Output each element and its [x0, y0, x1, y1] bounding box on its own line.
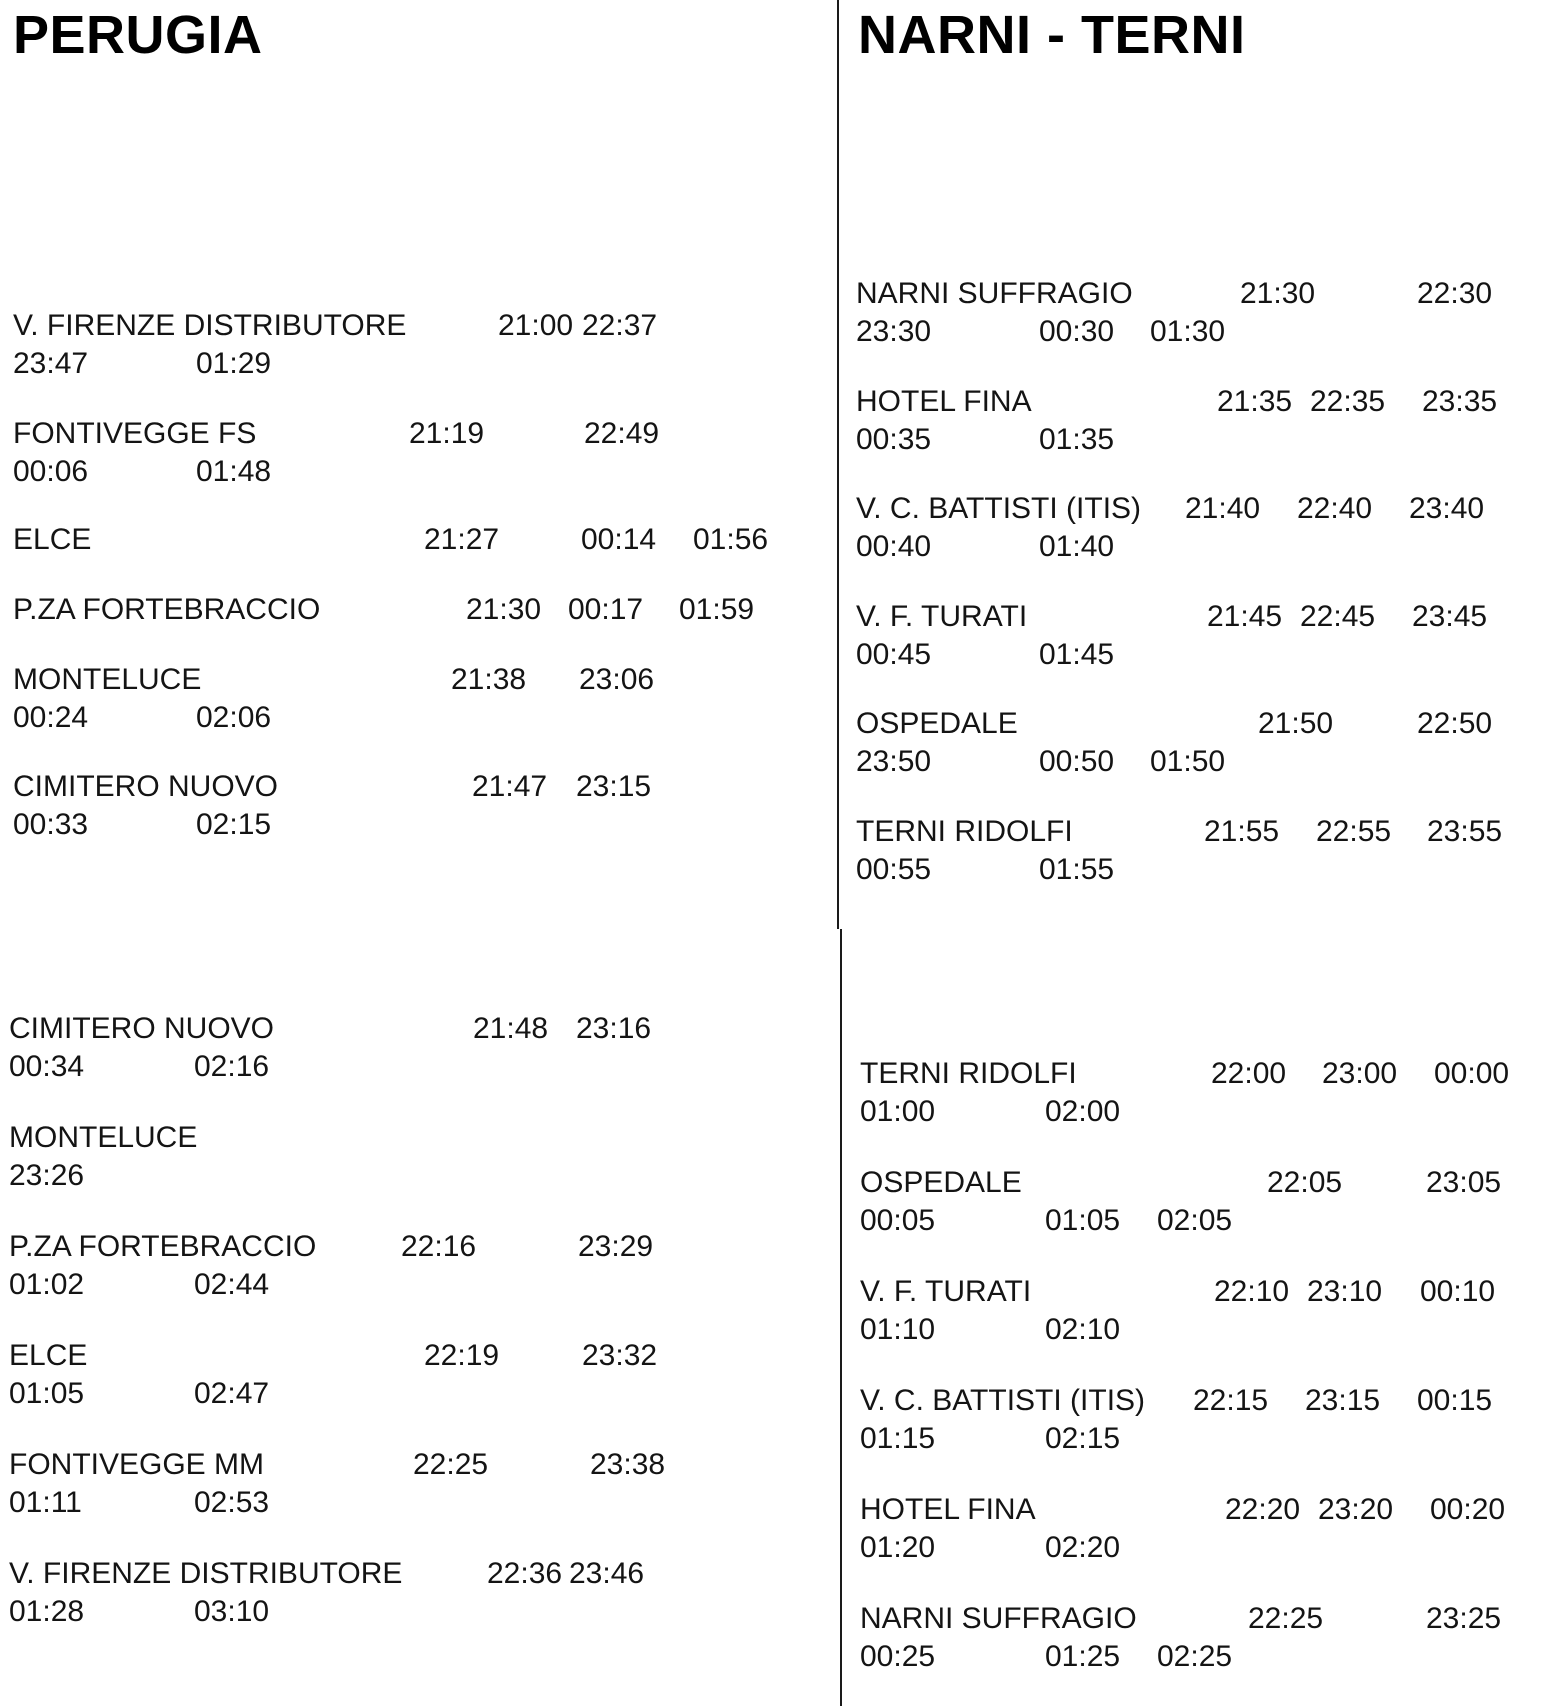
departure-time: 23:30 — [856, 315, 932, 348]
departure-time: 02:44 — [194, 1268, 270, 1301]
stop-left-outbound — [13, 415, 813, 491]
departure-time: 00:40 — [856, 530, 932, 563]
departure-time: 01:10 — [860, 1313, 936, 1346]
departure-time: 01:00 — [860, 1095, 936, 1128]
departure-time: 00:34 — [9, 1050, 85, 1083]
stop-name: MONTELUCE — [13, 663, 202, 696]
stop-name: NARNI SUFFRAGIO — [860, 1602, 1137, 1635]
departure-time: 23:46 — [569, 1557, 645, 1590]
departure-time: 00:10 — [1420, 1275, 1496, 1308]
departure-time: 00:35 — [856, 423, 932, 456]
departure-time: 21:27 — [424, 523, 500, 556]
departure-time: 21:30 — [466, 593, 542, 626]
departure-time: 23:35 — [1422, 385, 1498, 418]
stop-left-outbound — [13, 591, 813, 667]
departure-time: 02:53 — [194, 1486, 270, 1519]
departure-time: 21:47 — [472, 770, 548, 803]
departure-time: 23:26 — [9, 1159, 85, 1192]
stop-name: P.ZA FORTEBRACCIO — [9, 1230, 317, 1263]
departure-time: 22:40 — [1297, 492, 1373, 525]
departure-time: 00:17 — [568, 593, 644, 626]
stop-left-return — [9, 1337, 809, 1413]
departure-time: 23:38 — [590, 1448, 666, 1481]
departure-time: 21:40 — [1185, 492, 1261, 525]
stop-left-outbound — [13, 521, 813, 597]
departure-time: 01:48 — [196, 455, 272, 488]
departure-time: 22:05 — [1267, 1166, 1343, 1199]
stop-name: FONTIVEGGE MM — [9, 1448, 264, 1481]
departure-time: 21:48 — [473, 1012, 549, 1045]
stop-right-return — [860, 1491, 1530, 1567]
departure-time: 02:25 — [1157, 1640, 1233, 1673]
departure-time: 22:25 — [1248, 1602, 1324, 1635]
stop-name: V. F. TURATI — [860, 1275, 1032, 1308]
departure-time: 00:15 — [1417, 1384, 1493, 1417]
stop-right-outbound — [856, 813, 1526, 889]
departure-time: 01:25 — [1045, 1640, 1121, 1673]
stop-name: FONTIVEGGE FS — [13, 417, 257, 450]
stop-name: HOTEL FINA — [856, 385, 1032, 418]
stop-left-return — [9, 1446, 809, 1522]
stop-name: V. C. BATTISTI (ITIS) — [860, 1384, 1146, 1417]
departure-time: 02:15 — [196, 808, 272, 841]
stop-name: OSPEDALE — [856, 707, 1018, 740]
departure-time: 23:15 — [576, 770, 652, 803]
departure-time: 22:16 — [401, 1230, 477, 1263]
departure-time: 00:55 — [856, 853, 932, 886]
departure-time: 00:20 — [1430, 1493, 1506, 1526]
stop-right-outbound — [856, 490, 1526, 566]
departure-time: 01:56 — [693, 523, 769, 556]
stop-name: P.ZA FORTEBRACCIO — [13, 593, 321, 626]
departure-time: 00:50 — [1039, 745, 1115, 778]
stop-left-return — [9, 1010, 809, 1086]
stop-name: CIMITERO NUOVO — [9, 1012, 275, 1045]
departure-time: 00:06 — [13, 455, 89, 488]
departure-time: 23:29 — [578, 1230, 654, 1263]
departure-time: 22:30 — [1417, 277, 1493, 310]
column-divider — [840, 929, 842, 1706]
departure-time: 03:10 — [194, 1595, 270, 1628]
departure-time: 23:55 — [1427, 815, 1503, 848]
stop-name: ELCE — [9, 1339, 88, 1372]
departure-time: 00:00 — [1434, 1057, 1510, 1090]
departure-time: 23:32 — [582, 1339, 658, 1372]
column-divider — [837, 0, 839, 929]
departure-time: 02:16 — [194, 1050, 270, 1083]
stop-name: V. FIRENZE DISTRIBUTORE — [9, 1557, 403, 1590]
stop-right-outbound — [856, 383, 1526, 459]
departure-time: 02:47 — [194, 1377, 270, 1410]
departure-time: 00:33 — [13, 808, 89, 841]
departure-time: 01:02 — [9, 1268, 85, 1301]
departure-time: 01:29 — [196, 347, 272, 380]
stop-name: MONTELUCE — [9, 1121, 198, 1154]
departure-time: 22:49 — [584, 417, 660, 450]
stop-right-return — [860, 1382, 1530, 1458]
stop-left-outbound — [13, 768, 813, 844]
departure-time: 01:35 — [1039, 423, 1115, 456]
departure-time: 01:05 — [1045, 1204, 1121, 1237]
departure-time: 01:45 — [1039, 638, 1115, 671]
departure-time: 02:10 — [1045, 1313, 1121, 1346]
departure-time: 21:30 — [1240, 277, 1316, 310]
departure-time: 22:15 — [1193, 1384, 1269, 1417]
departure-time: 23:40 — [1409, 492, 1485, 525]
stop-name: V. F. TURATI — [856, 600, 1028, 633]
narni-terni-title: NARNI - TERNI — [858, 5, 1246, 65]
stop-name: V. FIRENZE DISTRIBUTORE — [13, 309, 407, 342]
stop-right-return — [860, 1055, 1530, 1131]
departure-time: 00:45 — [856, 638, 932, 671]
stop-right-outbound — [856, 275, 1526, 351]
departure-time: 01:55 — [1039, 853, 1115, 886]
stop-left-return — [9, 1228, 809, 1304]
departure-time: 00:05 — [860, 1204, 936, 1237]
departure-time: 23:45 — [1412, 600, 1488, 633]
stop-right-outbound — [856, 705, 1526, 781]
departure-time: 21:35 — [1217, 385, 1293, 418]
stop-right-return — [860, 1273, 1530, 1349]
departure-time: 22:20 — [1225, 1493, 1301, 1526]
departure-time: 22:35 — [1310, 385, 1386, 418]
stop-left-outbound — [13, 307, 813, 383]
departure-time: 02:05 — [1157, 1204, 1233, 1237]
departure-time: 02:06 — [196, 701, 272, 734]
departure-time: 01:20 — [860, 1531, 936, 1564]
perugia-title: PERUGIA — [13, 5, 263, 65]
stop-name: CIMITERO NUOVO — [13, 770, 279, 803]
stop-name: OSPEDALE — [860, 1166, 1022, 1199]
departure-time: 22:19 — [424, 1339, 500, 1372]
departure-time: 22:50 — [1417, 707, 1493, 740]
departure-time: 23:06 — [579, 663, 655, 696]
stop-left-outbound — [13, 661, 813, 737]
departure-time: 01:40 — [1039, 530, 1115, 563]
departure-time: 00:14 — [581, 523, 657, 556]
stop-name: TERNI RIDOLFI — [856, 815, 1073, 848]
departure-time: 23:50 — [856, 745, 932, 778]
departure-time: 21:00 — [498, 309, 574, 342]
departure-time: 22:00 — [1211, 1057, 1287, 1090]
departure-time: 21:45 — [1207, 600, 1283, 633]
stop-right-outbound — [856, 598, 1526, 674]
departure-time: 01:59 — [679, 593, 755, 626]
departure-time: 21:50 — [1258, 707, 1334, 740]
departure-time: 01:05 — [9, 1377, 85, 1410]
departure-time: 22:25 — [413, 1448, 489, 1481]
departure-time: 23:47 — [13, 347, 89, 380]
departure-time: 01:30 — [1150, 315, 1226, 348]
departure-time: 22:36 — [487, 1557, 563, 1590]
departure-time: 23:10 — [1307, 1275, 1383, 1308]
departure-time: 21:38 — [451, 663, 527, 696]
departure-time: 02:20 — [1045, 1531, 1121, 1564]
stop-right-return — [860, 1164, 1530, 1240]
departure-time: 01:28 — [9, 1595, 85, 1628]
departure-time: 22:37 — [582, 309, 658, 342]
departure-time: 01:50 — [1150, 745, 1226, 778]
stop-left-return — [9, 1555, 809, 1631]
stop-name: NARNI SUFFRAGIO — [856, 277, 1133, 310]
departure-time: 00:30 — [1039, 315, 1115, 348]
stop-name: TERNI RIDOLFI — [860, 1057, 1077, 1090]
departure-time: 21:19 — [409, 417, 485, 450]
departure-time: 02:15 — [1045, 1422, 1121, 1455]
departure-time: 22:55 — [1316, 815, 1392, 848]
departure-time: 21:55 — [1204, 815, 1280, 848]
departure-time: 00:24 — [13, 701, 89, 734]
departure-time: 23:15 — [1305, 1384, 1381, 1417]
stop-left-return — [9, 1119, 809, 1195]
departure-time: 23:20 — [1318, 1493, 1394, 1526]
departure-time: 22:45 — [1300, 600, 1376, 633]
stop-right-return — [860, 1600, 1530, 1676]
stop-name: V. C. BATTISTI (ITIS) — [856, 492, 1142, 525]
departure-time: 01:11 — [9, 1486, 82, 1519]
departure-time: 22:10 — [1214, 1275, 1290, 1308]
departure-time: 23:00 — [1322, 1057, 1398, 1090]
departure-time: 00:25 — [860, 1640, 936, 1673]
stop-name: HOTEL FINA — [860, 1493, 1036, 1526]
departure-time: 23:16 — [576, 1012, 652, 1045]
departure-time: 02:00 — [1045, 1095, 1121, 1128]
departure-time: 23:25 — [1426, 1602, 1502, 1635]
departure-time: 01:15 — [860, 1422, 936, 1455]
departure-time: 23:05 — [1426, 1166, 1502, 1199]
stop-name: ELCE — [13, 523, 92, 556]
